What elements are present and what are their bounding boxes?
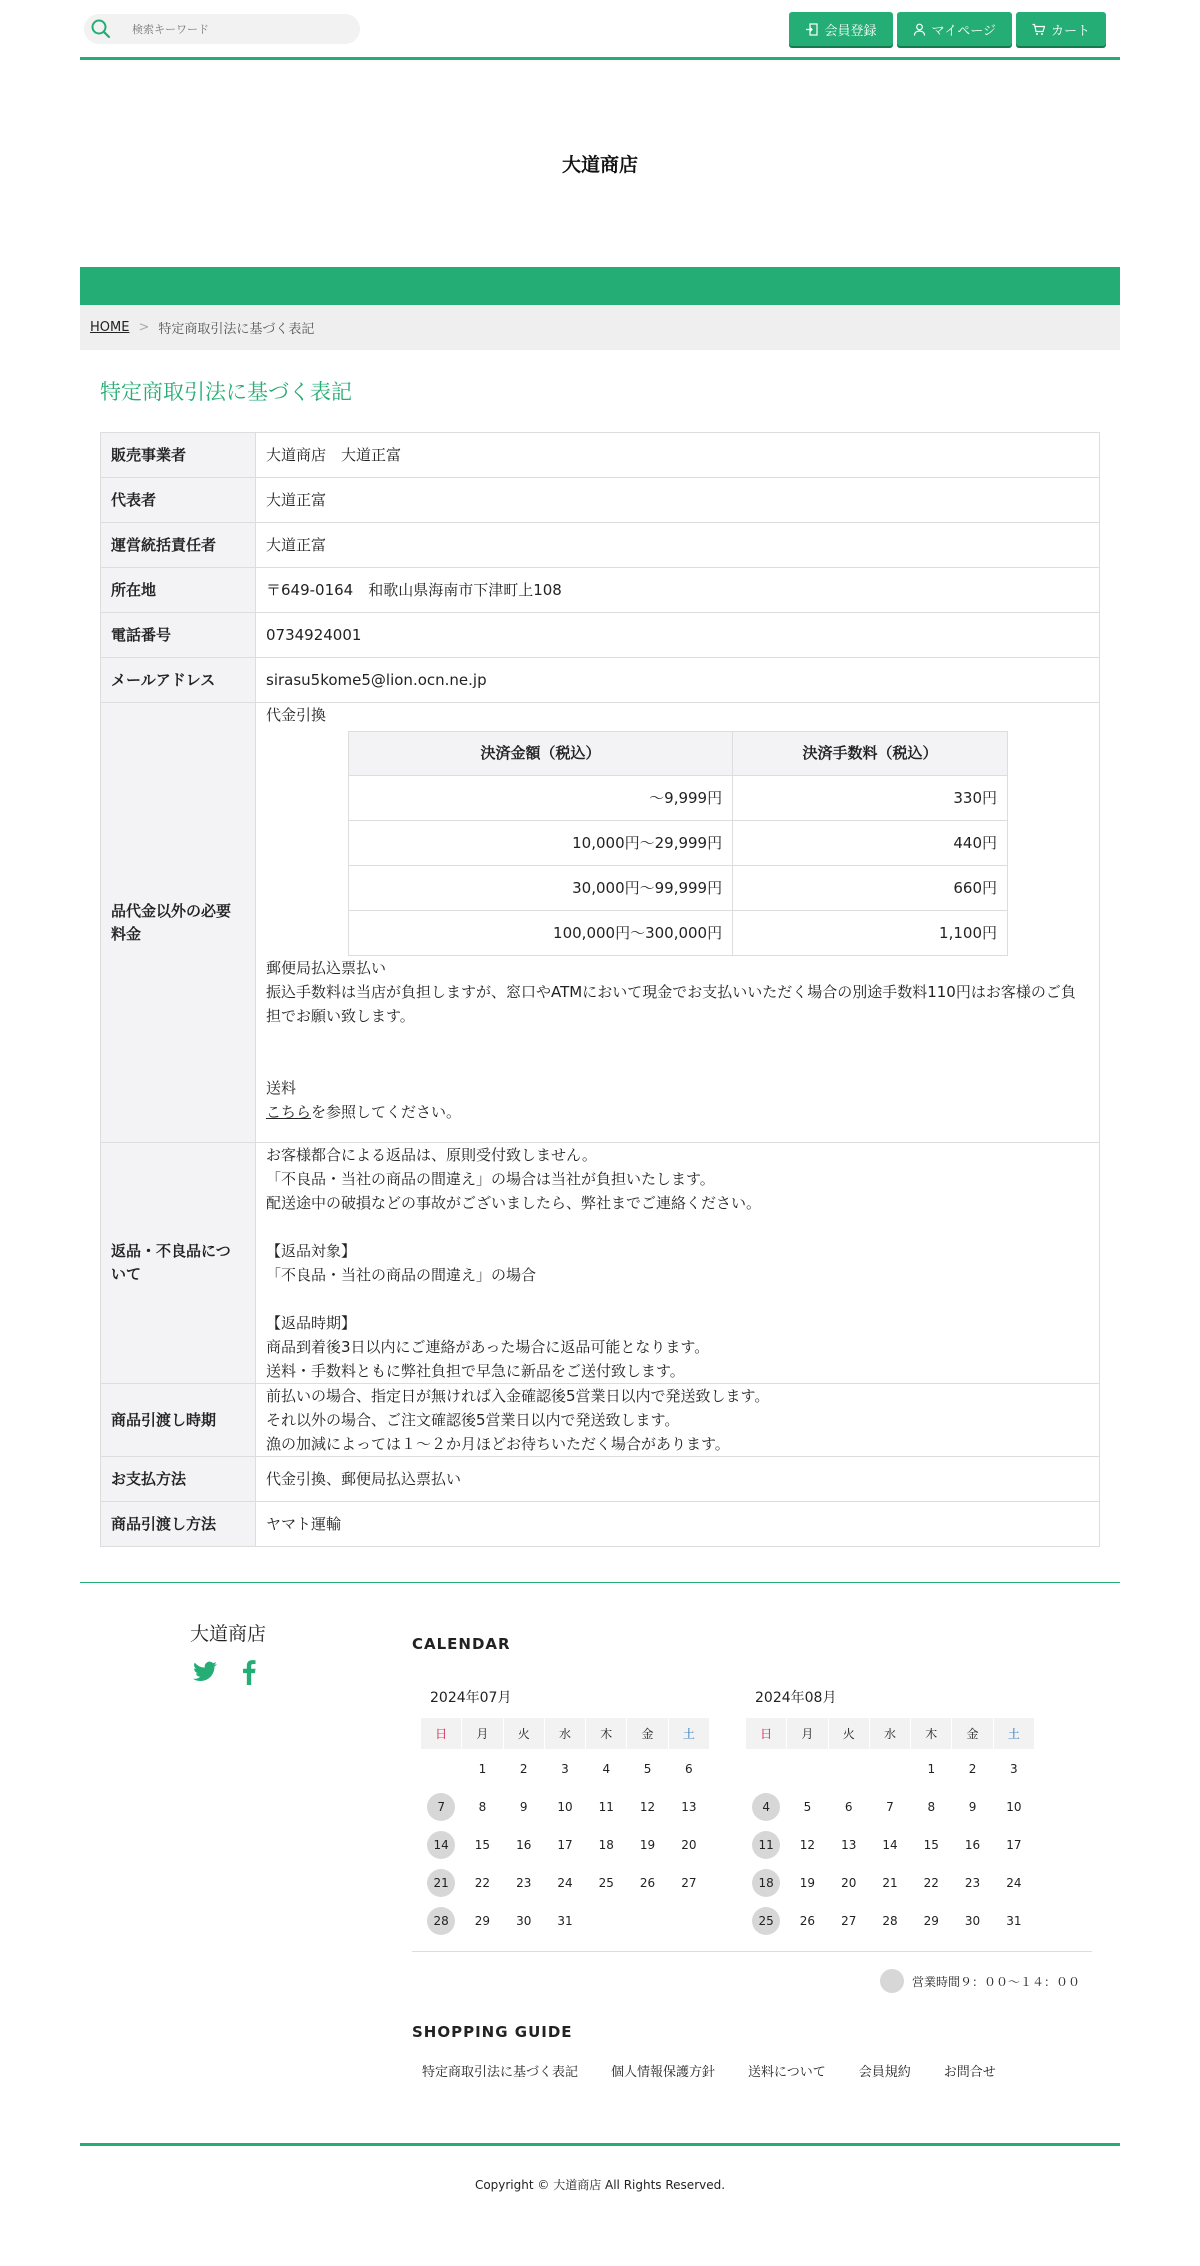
calendar-day bbox=[746, 1902, 787, 1940]
row-label: 商品引渡し方法 bbox=[101, 1502, 256, 1547]
fee-header: 決済金額（税込） bbox=[349, 732, 733, 776]
calendar-day: 6 bbox=[844, 1799, 853, 1814]
calendar-legend bbox=[880, 1969, 1080, 1993]
calendar-day bbox=[421, 1864, 462, 1902]
calendar-day: 22 bbox=[474, 1875, 491, 1890]
calendar-day: 13 bbox=[681, 1799, 697, 1814]
calendar-day: 8 bbox=[927, 1799, 936, 1814]
fee-row bbox=[349, 866, 1008, 911]
row-value: 大道商店 大道正富 bbox=[256, 433, 1100, 478]
calendar-day: 9 bbox=[519, 1799, 528, 1814]
fee-amount: 〜9,999円 bbox=[349, 776, 733, 821]
text-line: 【返品対象】 bbox=[266, 1242, 357, 1260]
calendar-day: 17 bbox=[557, 1837, 573, 1852]
fee-amount: 10,000円〜29,999円 bbox=[349, 821, 733, 866]
fee-charge: 440円 bbox=[733, 821, 1008, 866]
row-label: お支払方法 bbox=[101, 1457, 256, 1502]
calendar-day: 27 bbox=[681, 1875, 697, 1890]
breadcrumb-home[interactable]: HOME bbox=[90, 320, 130, 335]
register-label: 会員登録 bbox=[824, 23, 877, 39]
calendar-divider bbox=[412, 1951, 1092, 1952]
footer bbox=[80, 1583, 1120, 2143]
calendar-day bbox=[828, 1750, 869, 1788]
table-row bbox=[101, 1384, 1100, 1457]
nav-bar bbox=[80, 267, 1120, 305]
fee-row bbox=[349, 776, 1008, 821]
calendar-july bbox=[420, 1687, 710, 1940]
calendar-day: 11 bbox=[598, 1799, 614, 1814]
breadcrumb-separator: > bbox=[138, 320, 150, 335]
holiday-day: 11 bbox=[752, 1831, 780, 1859]
calendar-day: 30 bbox=[516, 1913, 532, 1928]
row-label: 運営統括責任者 bbox=[101, 523, 256, 568]
weekday: 金 bbox=[627, 1718, 668, 1750]
calendar-day: 4 bbox=[602, 1761, 611, 1776]
cart-label: カート bbox=[1050, 23, 1090, 39]
fee-header: 決済手数料（税込） bbox=[733, 732, 1008, 776]
calendar-day: 19 bbox=[639, 1837, 656, 1852]
footer-brand[interactable]: 大道商店 bbox=[190, 1623, 267, 1645]
calendar-day bbox=[627, 1902, 668, 1940]
row-label: 代表者 bbox=[101, 478, 256, 523]
text-line: それ以外の場合、ご注文確認後5営業日以内で発送致します。 bbox=[266, 1411, 680, 1429]
table-row bbox=[101, 1143, 1100, 1384]
row-value: 大道正富 bbox=[256, 478, 1100, 523]
delivery-time-text bbox=[256, 1384, 1100, 1457]
calendar-day: 24 bbox=[557, 1875, 573, 1890]
calendar-week bbox=[746, 1826, 1035, 1864]
cod-title: 代金引換 bbox=[266, 706, 327, 724]
guide-link-terms[interactable]: 会員規約 bbox=[858, 2065, 911, 2080]
calendar-day: 5 bbox=[803, 1799, 812, 1814]
breadcrumb bbox=[80, 305, 1120, 350]
fee-row bbox=[349, 821, 1008, 866]
calendar-day bbox=[421, 1788, 462, 1826]
weekday: 火 bbox=[503, 1718, 544, 1750]
holiday-day: 21 bbox=[427, 1869, 455, 1897]
calendar-day: 17 bbox=[1006, 1837, 1022, 1852]
calendar-day: 10 bbox=[557, 1799, 573, 1814]
guide-link-contact[interactable]: お問合せ bbox=[943, 2065, 996, 2080]
calendar-day bbox=[746, 1788, 787, 1826]
row-label: 販売事業者 bbox=[101, 433, 256, 478]
mypage-button[interactable] bbox=[897, 12, 1012, 46]
calendar-week bbox=[421, 1902, 710, 1940]
cart-icon bbox=[1032, 23, 1045, 36]
shipping-title: 送料 bbox=[266, 1079, 297, 1097]
calendar-day: 3 bbox=[1010, 1761, 1018, 1776]
text-line: 送料・手数料ともに弊社負担で早急に新品をご送付致します。 bbox=[266, 1362, 685, 1380]
text-line: 漁の加減によっては１〜２か月ほどお待ちいただく場合があります。 bbox=[266, 1435, 730, 1453]
table-row bbox=[101, 523, 1100, 568]
text-line: 前払いの場合、指定日が無ければ入金確認後5営業日以内で発送致します。 bbox=[266, 1387, 770, 1405]
calendar-day: 15 bbox=[474, 1837, 491, 1852]
search-icon[interactable] bbox=[90, 18, 112, 40]
row-label: 商品引渡し時期 bbox=[101, 1384, 256, 1457]
returns-text bbox=[256, 1143, 1100, 1384]
facebook-icon[interactable] bbox=[236, 1659, 262, 1685]
calendar-day: 12 bbox=[799, 1837, 816, 1852]
row-value: 0734924001 bbox=[256, 613, 1100, 658]
calendar-day: 12 bbox=[639, 1799, 656, 1814]
calendar-day: 18 bbox=[598, 1837, 614, 1852]
calendar-day: 8 bbox=[478, 1799, 487, 1814]
calendar-day: 26 bbox=[799, 1913, 816, 1928]
cart-button[interactable] bbox=[1016, 12, 1106, 46]
holiday-day: 14 bbox=[427, 1831, 455, 1859]
text-line: 【返品時期】 bbox=[266, 1314, 357, 1332]
row-label: 品代金以外の必要料金 bbox=[101, 703, 256, 1143]
calendar-week bbox=[746, 1788, 1035, 1826]
calendar-day: 20 bbox=[841, 1875, 857, 1890]
weekday: 金 bbox=[952, 1718, 993, 1750]
calendar-grid bbox=[420, 1717, 710, 1940]
row-label: 所在地 bbox=[101, 568, 256, 613]
calendar-day: 30 bbox=[964, 1913, 981, 1928]
row-value: 代金引換、郵便局払込票払い bbox=[256, 1457, 1100, 1502]
table-row bbox=[101, 1502, 1100, 1547]
guide-link-tokusho[interactable]: 特定商取引法に基づく表記 bbox=[422, 2065, 579, 2080]
row-value: ヤマト運輸 bbox=[256, 1502, 1100, 1547]
row-value: 〒649-0164 和歌山県海南市下津町上108 bbox=[256, 568, 1100, 613]
row-label: 返品・不良品について bbox=[101, 1143, 256, 1384]
weekday: 火 bbox=[828, 1718, 869, 1750]
calendar-day: 10 bbox=[1006, 1799, 1022, 1814]
table-row bbox=[101, 703, 1100, 1143]
top-bar bbox=[80, 0, 1120, 60]
calendar-day: 16 bbox=[516, 1837, 532, 1852]
calendar-day: 2 bbox=[968, 1761, 977, 1776]
calendar-day: 6 bbox=[685, 1761, 693, 1776]
weekday: 日 bbox=[746, 1718, 787, 1750]
holiday-day: 18 bbox=[752, 1869, 780, 1897]
text-line: 「不良品・当社の商品の間違え」の場合は当社が負担いたします。 bbox=[266, 1170, 715, 1188]
weekday: 月 bbox=[787, 1718, 828, 1750]
calendar-day: 26 bbox=[639, 1875, 656, 1890]
social-links bbox=[192, 1659, 262, 1685]
calendar-week bbox=[746, 1750, 1035, 1788]
calendar-day: 23 bbox=[964, 1875, 981, 1890]
mypage-label: マイページ bbox=[931, 23, 996, 39]
calendar-week bbox=[746, 1864, 1035, 1902]
copyright-bar bbox=[80, 2143, 1120, 2223]
shipping-link[interactable]: こちら bbox=[266, 1103, 312, 1121]
weekday: 日 bbox=[421, 1718, 462, 1750]
fee-charge: 660円 bbox=[733, 866, 1008, 911]
calendar-day: 27 bbox=[841, 1913, 857, 1928]
calendar-day: 28 bbox=[882, 1913, 898, 1928]
row-label: 電話番号 bbox=[101, 613, 256, 658]
calendar-week bbox=[421, 1864, 710, 1902]
calendar-day: 2 bbox=[519, 1761, 528, 1776]
postal-note: 振込手数料は当店が負担しますが、窓口やATMにおいて現金でお支払いいただく場合の別途手数料110円はお客様のご負担でお願い致します。 bbox=[266, 983, 1076, 1025]
weekday: 木 bbox=[586, 1718, 627, 1750]
calendar-day: 29 bbox=[474, 1913, 491, 1928]
table-row bbox=[101, 478, 1100, 523]
search-box[interactable] bbox=[84, 14, 360, 44]
calendar-day: 3 bbox=[561, 1761, 569, 1776]
calendar-day: 23 bbox=[516, 1875, 532, 1890]
calendar-day bbox=[421, 1902, 462, 1940]
site-brand[interactable]: 大道商店 bbox=[561, 154, 638, 176]
fee-amount: 30,000円〜99,999円 bbox=[349, 866, 733, 911]
search-input[interactable] bbox=[132, 19, 342, 39]
weekday: 木 bbox=[911, 1718, 952, 1750]
calendar-day: 31 bbox=[1006, 1913, 1022, 1928]
weekday: 水 bbox=[544, 1718, 585, 1750]
shipping-suffix: を参照してください。 bbox=[311, 1103, 462, 1121]
table-row bbox=[101, 613, 1100, 658]
postal-title: 郵便局払込票払い bbox=[266, 959, 387, 977]
calendar-day: 24 bbox=[1006, 1875, 1022, 1890]
copyright: Copyright © 大道商店 All Rights Reserved. bbox=[474, 2178, 726, 2192]
text-line: 配送途中の破損などの事故がございましたら、弊社までご連絡ください。 bbox=[266, 1194, 762, 1212]
fee-amount: 100,000円〜300,000円 bbox=[349, 911, 733, 956]
calendar-week bbox=[421, 1750, 710, 1788]
calendar-day bbox=[421, 1826, 462, 1864]
calendar-day bbox=[869, 1750, 910, 1788]
text-line: 商品到着後3日以内にご連絡があった場合に返品可能となります。 bbox=[266, 1338, 710, 1356]
calendar-day: 19 bbox=[799, 1875, 816, 1890]
shopping-guide-title: SHOPPING GUIDE bbox=[412, 2023, 573, 2041]
calendar-day: 22 bbox=[923, 1875, 939, 1890]
calendar-day: 29 bbox=[923, 1913, 939, 1928]
calendar-day bbox=[746, 1826, 787, 1864]
holiday-day: 7 bbox=[427, 1793, 455, 1821]
calendar-week bbox=[746, 1902, 1035, 1940]
calendar-day bbox=[586, 1902, 627, 1940]
calendar-week bbox=[421, 1788, 710, 1826]
user-icon bbox=[913, 23, 926, 36]
text-line: お客様都合による返品は、原則受付致しません。 bbox=[266, 1146, 597, 1164]
calendar-day: 5 bbox=[643, 1761, 652, 1776]
text-line: 「不良品・当社の商品の間違え」の場合 bbox=[266, 1266, 537, 1284]
page-title: 特定商取引法に基づく表記 bbox=[100, 380, 352, 404]
calendar-day: 13 bbox=[841, 1837, 857, 1852]
calendar-august bbox=[745, 1687, 1035, 1940]
calendar-day bbox=[787, 1750, 828, 1788]
calendar-day: 9 bbox=[968, 1799, 977, 1814]
calendar-day: 14 bbox=[882, 1837, 898, 1852]
guide-link-privacy[interactable]: 個人情報保護方針 bbox=[611, 2065, 716, 2080]
calendar-day: 25 bbox=[598, 1875, 614, 1890]
fee-charge: 1,100円 bbox=[733, 911, 1008, 956]
calendar-day bbox=[421, 1750, 462, 1788]
calendar-grid bbox=[745, 1717, 1035, 1940]
calendar-month: 2024年08月 bbox=[755, 1690, 837, 1706]
calendar-day bbox=[668, 1902, 709, 1940]
weekday: 水 bbox=[869, 1718, 910, 1750]
row-value: 大道正富 bbox=[256, 523, 1100, 568]
holiday-swatch bbox=[880, 1969, 904, 1993]
calendar-title: CALENDAR bbox=[412, 1635, 511, 1653]
row-value: sirasu5kome5@lion.ocn.ne.jp bbox=[256, 658, 1100, 703]
fee-row bbox=[349, 911, 1008, 956]
calendar-day: 21 bbox=[882, 1875, 898, 1890]
legal-info-table bbox=[100, 432, 1100, 1547]
guide-link-shipping[interactable]: 送料について bbox=[748, 2065, 826, 2080]
legend-text: 営業時間９：００〜１４：００ bbox=[911, 1974, 1080, 1989]
fee-table bbox=[348, 731, 1008, 956]
weekday: 土 bbox=[668, 1718, 709, 1750]
table-row bbox=[101, 568, 1100, 613]
breadcrumb-current: 特定商取引法に基づく表記 bbox=[158, 322, 315, 337]
calendar-month: 2024年07月 bbox=[430, 1690, 512, 1706]
holiday-day: 4 bbox=[752, 1793, 780, 1821]
fee-charge: 330円 bbox=[733, 776, 1008, 821]
weekday: 土 bbox=[993, 1718, 1034, 1750]
calendar-week bbox=[421, 1826, 710, 1864]
calendar-day: 15 bbox=[923, 1837, 939, 1852]
holiday-day: 28 bbox=[427, 1907, 455, 1935]
register-button[interactable] bbox=[789, 12, 892, 46]
login-icon bbox=[805, 23, 818, 36]
calendar-day: 1 bbox=[927, 1761, 936, 1776]
holiday-day: 25 bbox=[752, 1907, 780, 1935]
calendar-day: 31 bbox=[557, 1913, 573, 1928]
weekday: 月 bbox=[462, 1718, 503, 1750]
calendar-day bbox=[746, 1864, 787, 1902]
calendar-day: 20 bbox=[681, 1837, 697, 1852]
shopping-guide-links bbox=[422, 2061, 996, 2080]
calendar-day: 16 bbox=[964, 1837, 981, 1852]
calendar-day: 1 bbox=[478, 1761, 487, 1776]
calendar-day bbox=[746, 1750, 787, 1788]
table-row bbox=[101, 1457, 1100, 1502]
table-row bbox=[101, 658, 1100, 703]
twitter-icon[interactable] bbox=[192, 1659, 218, 1685]
row-label: メールアドレス bbox=[101, 658, 256, 703]
table-row bbox=[101, 433, 1100, 478]
calendar-day: 7 bbox=[886, 1799, 894, 1814]
